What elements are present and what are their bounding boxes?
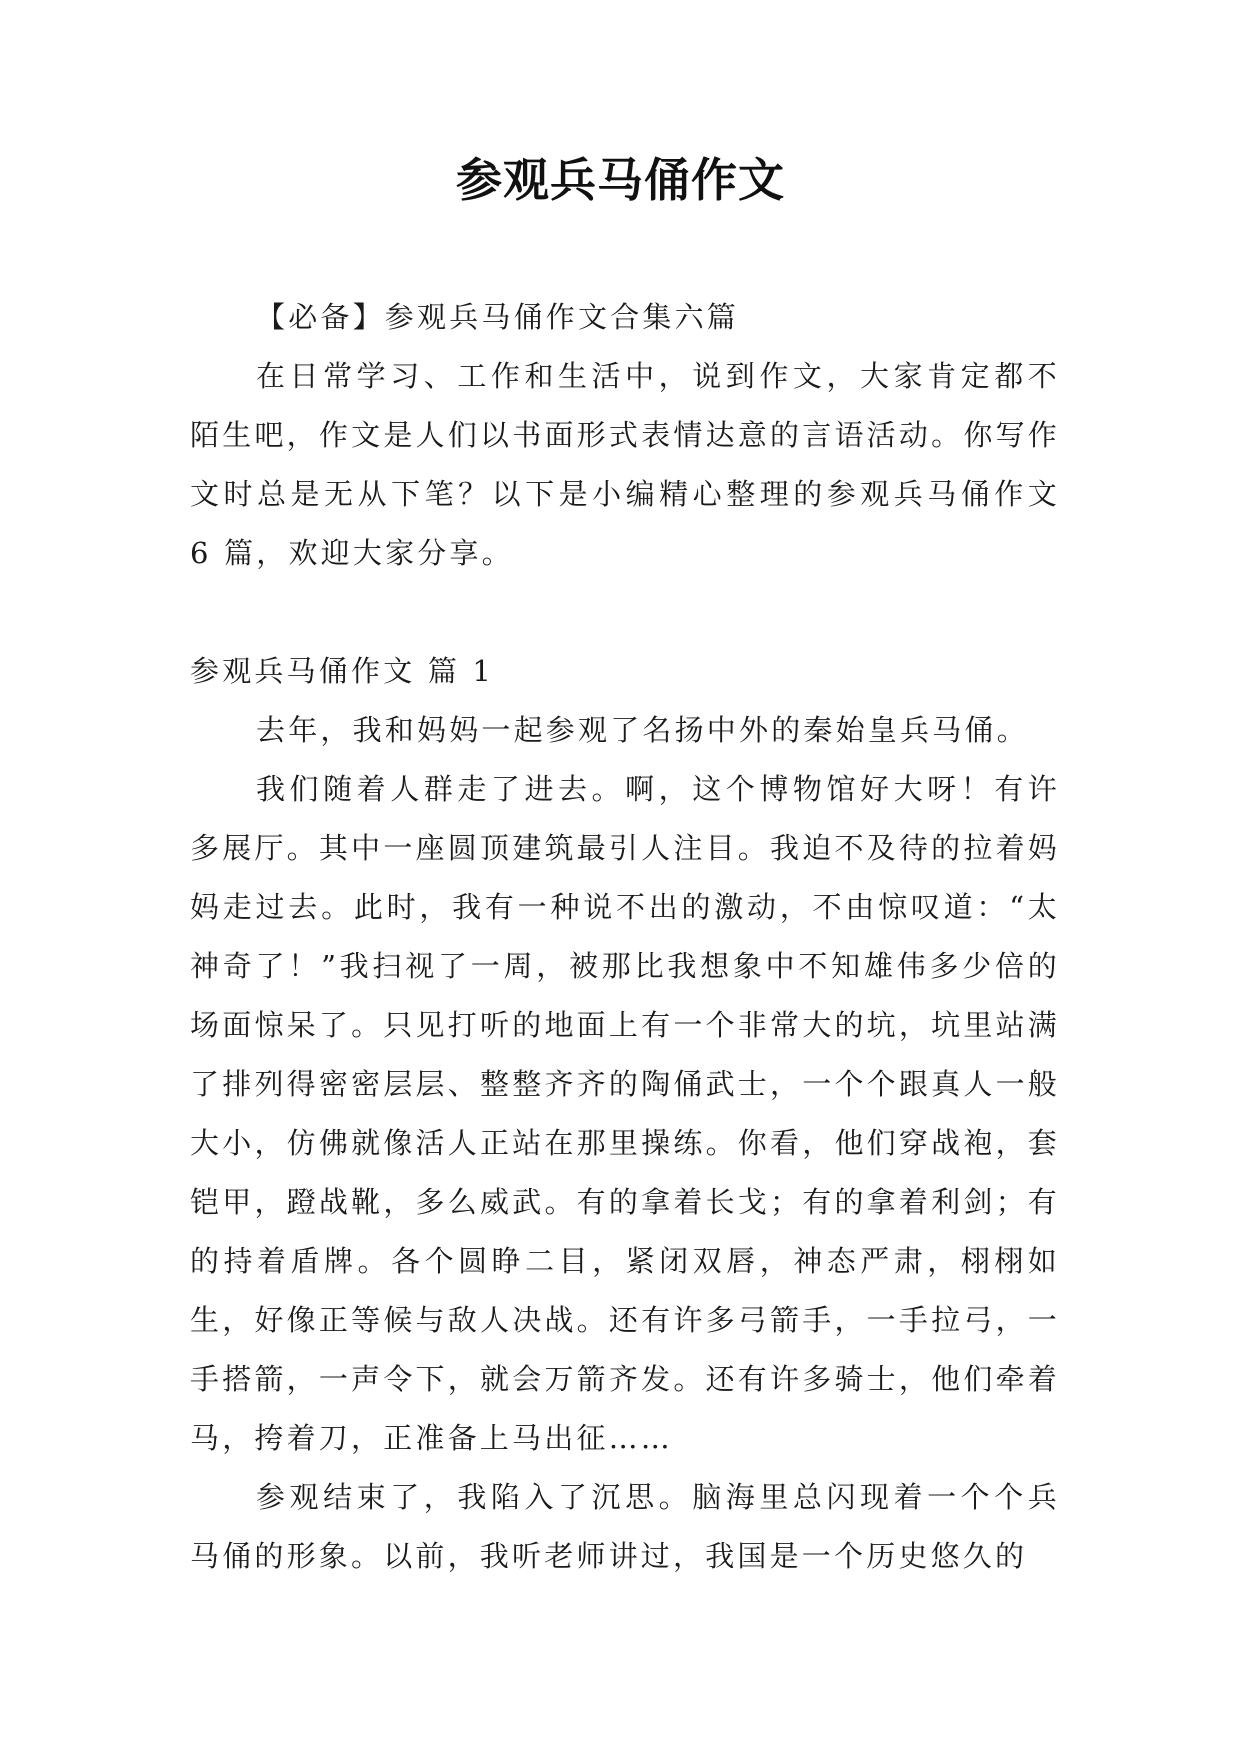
section-spacer bbox=[190, 583, 1060, 642]
section-heading: 参观兵马俑作文 篇 1 bbox=[190, 654, 495, 688]
section-paragraph-2: 我们随着人群走了进去。啊，这个博物馆好大呀！有许多展厅。其中一座圆顶建筑最引人注目。我迫不及待的拉着妈妈走过去。此时，我有一种说不出的激动，不由惊叹道：“太神奇了！”我扫视了一周，被那比我想象中不知雄伟多少倍的场面惊呆了。只见打听的地面上有一个非常大的坑，坑里站满了排列得密密层层、整整齐齐的陶俑武士，一个个跟真人一般大小，仿佛就像活人正站在那里操练。你看，他们穿战袍，套铠甲，蹬战靴，多么威武。有的拿着长戈；有的拿着利剑；有的持着盾牌。各个圆睁二目，紧闭双唇，神态严肃，栩栩如生，好像正等候与敌人决战。还有许多弓箭手，一手拉弓，一手搭箭，一声令下，就会万箭齐发。还有许多骑士，他们牵着马，挎着刀，正准备上马出征…… bbox=[190, 772, 1060, 1455]
document-body bbox=[190, 288, 1060, 1586]
document-title: 参观兵马俑作文 bbox=[456, 153, 785, 207]
section-paragraph-3: 参观结束了，我陷入了沉思。脑海里总闪现着一个个兵马俑的形象。以前，我听老师讲过，我国是一个历史悠久的 bbox=[190, 1480, 1060, 1573]
intro-heading: 【必备】参观兵马俑作文合集六篇 bbox=[256, 300, 740, 334]
section-paragraph-1: 去年，我和妈妈一起参观了名扬中外的秦始皇兵马俑。 bbox=[256, 713, 1029, 747]
intro-paragraph: 在日常学习、工作和生活中，说到作文，大家肯定都不陌生吧，作文是人们以书面形式表情达意的言语活动。你写作文时总是无从下笔？以下是小编精心整理的参观兵马俑作文 6 篇，欢迎大家分享。 bbox=[190, 359, 1060, 570]
